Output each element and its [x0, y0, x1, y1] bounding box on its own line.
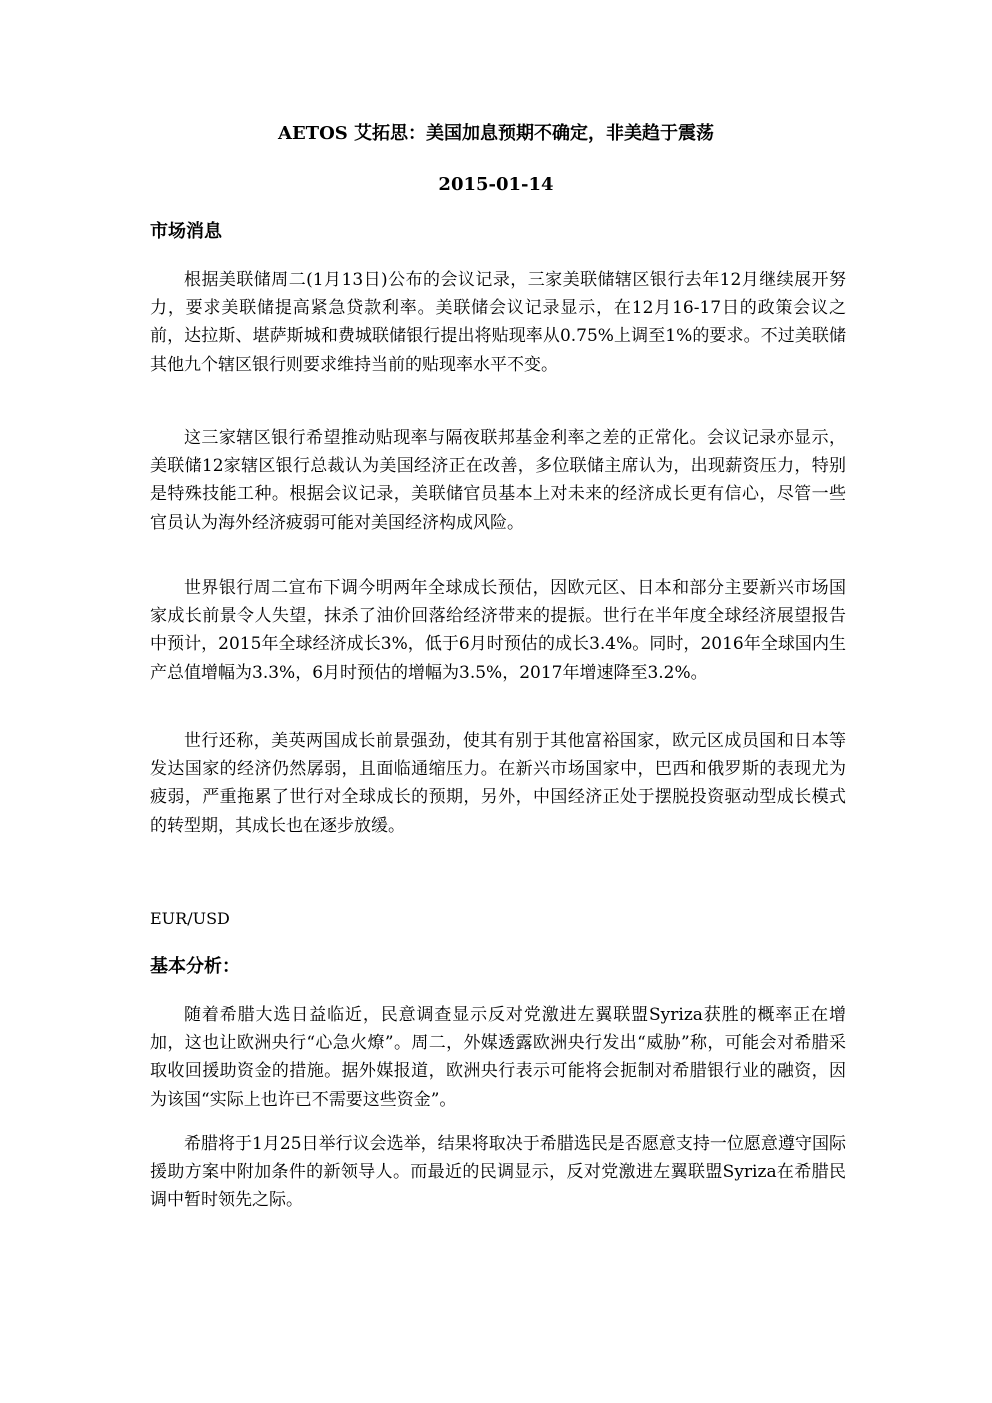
document-date: 2015-01-14: [438, 174, 554, 195]
currency-pair-label: EUR/USD: [150, 909, 230, 928]
paragraph: 随着希腊大选日益临近，民意调查显示反对党激进左翼联盟Syriza获胜的概率正在增加，这也让欧洲央行“心急火燎”。周二，外媒透露欧洲央行发出“威胁”称，可能会对希腊采取收回援助资金的措施。据外媒报道，欧洲央行表示可能将会扼制对希腊银行业的融资，因为该国“实际上也许已不需要这些资金”。: [150, 1005, 846, 1110]
paragraph: 世界银行周二宣布下调今明两年全球成长预估，因欧元区、日本和部分主要新兴市场国家成长前景令人失望，抹杀了油价回落给经济带来的提振。世行在半年度全球经济展望报告中预计，2015年全球经济成长3%，低于6月时预估的成长3.4%。同时，2016年全球国内生产总值增幅为3.3%，6月时预估的增幅为3.5%，2017年增速降至3.2%。: [150, 578, 846, 683]
section-heading-market-news: 市场消息: [150, 221, 222, 242]
paragraph: 希腊将于1月25日举行议会选举，结果将取决于希腊选民是否愿意支持一位愿意遵守国际援助方案中附加条件的新领导人。而最近的民调显示，反对党激进左翼联盟Syriza在希腊民调中暂时领先之际。: [150, 1134, 846, 1211]
paragraph: 世行还称，美英两国成长前景强劲，使其有别于其他富裕国家，欧元区成员国和日本等发达国家的经济仍然孱弱，且面临通缩压力。在新兴市场国家中，巴西和俄罗斯的表现尤为疲弱，严重拖累了世行对全球成长的预期，另外，中国经济正处于摆脱投资驱动型成长模式的转型期，其成长也在逐步放缓。: [150, 731, 846, 836]
section-heading-fundamental-analysis: 基本分析：: [150, 956, 240, 977]
document-title: AETOS 艾拓思：美国加息预期不确定，非美趋于震荡: [277, 123, 715, 144]
paragraph: 根据美联储周二(1月13日)公布的会议记录，三家美联储辖区银行去年12月继续展开努力，要求美联储提高紧急贷款利率。美联储会议记录显示，在12月16-17日的政策会议之前，达拉斯、堪萨斯城和费城联储银行提出将贴现率从0.75%上调至1%的要求。不过美联储其他九个辖区银行则要求维持当前的贴现率水平不变。: [150, 270, 846, 375]
paragraph: 这三家辖区银行希望推动贴现率与隔夜联邦基金利率之差的正常化。会议记录亦显示，美联储12家辖区银行总裁认为美国经济正在改善，多位联储主席认为，出现薪资压力，特别是特殊技能工种。根据会议记录，美联储官员基本上对未来的经济成长更有信心，尽管一些官员认为海外经济疲弱可能对美国经济构成风险。: [150, 428, 846, 533]
